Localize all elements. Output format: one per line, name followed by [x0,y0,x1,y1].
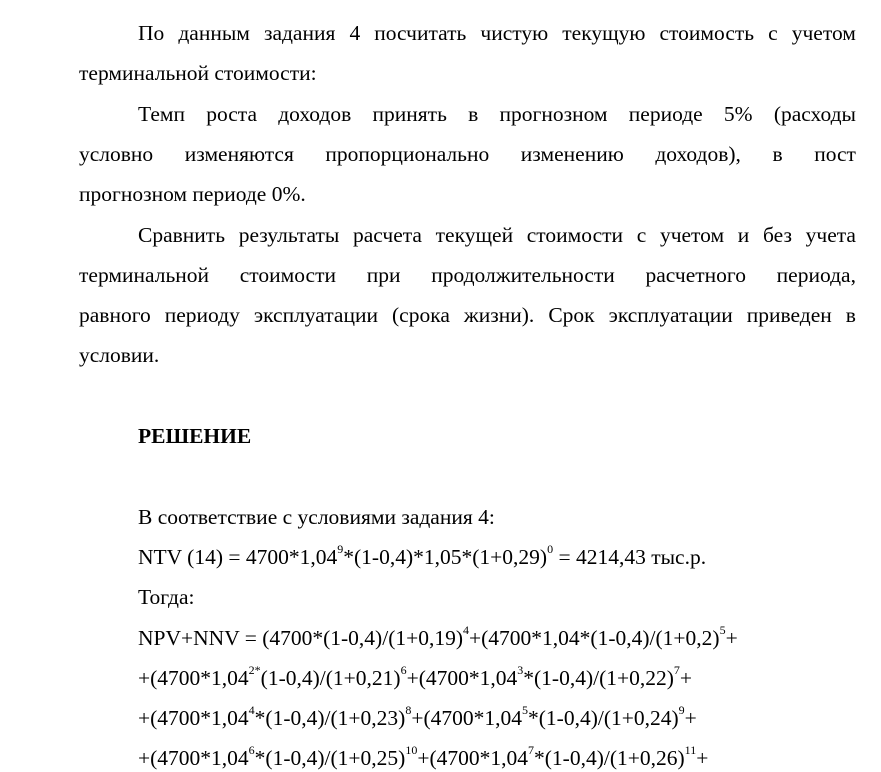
solution-heading: РЕШЕНИЕ [138,424,252,448]
task-paragraph-2-line-3: прогнозном периоде 0%. [79,182,306,206]
npv-formula-line-4: $+(4700*1,04^6*(1-0,4)/(1+0,25)^{10}+(4700*1,04^7*(1-0,4)/(1+0,26)^{11}+$ [138,742,709,770]
task-paragraph-1-line-2: терминальной стоимости: [79,61,317,85]
then-label: Тогда: [138,585,195,609]
task-paragraph-3-line-4: условии. [79,343,160,367]
npv-formula-line-3: $+(4700*1,04^4*(1-0,4)/(1+0,23)^8+(4700*1,04^5*(1-0,4)/(1+0,24)^9+$ [138,702,697,730]
task-paragraph-3-line-2: терминальной стоимости при продолжительности расчетного периода, [79,263,856,287]
task-paragraph-3-line-1: Сравнить результаты расчета текущей стоимости с учетом и без учета [138,223,856,247]
task-paragraph-2-line-2: условно изменяются пропорционально изменению доходов), в пост [79,142,856,166]
task-paragraph-3-line-3: равного периоду эксплуатации (срока жизни). Срок эксплуатации приведен в [79,303,856,327]
npv-formula-line-1: $NPV+NNV = (4700*(1-0,4)/(1+0,19)^4+(4700*1,04*(1-0,4)/(1+0,2)^5+$ [138,622,738,650]
npv-formula-line-2: $+(4700*1,04^{2*}(1-0,4)/(1+0,21)^6+(4700*1,04^3*(1-0,4)/(1+0,22)^7+$ [138,662,693,690]
solution-intro: В соответствие с условиями задания 4: [138,505,495,529]
ntv-formula: NTV $(14) = 4700*1,04^9*(1-0,4)*1,05*(1+0,29)^0 = 4214,43$ тыс.р. [138,541,707,569]
task-paragraph-2-line-1: Темп роста доходов принять в прогнозном периоде 5% (расходы [138,102,856,126]
task-paragraph-1-line-1: По данным задания 4 посчитать чистую текущую стоимость с учетом [138,21,856,45]
